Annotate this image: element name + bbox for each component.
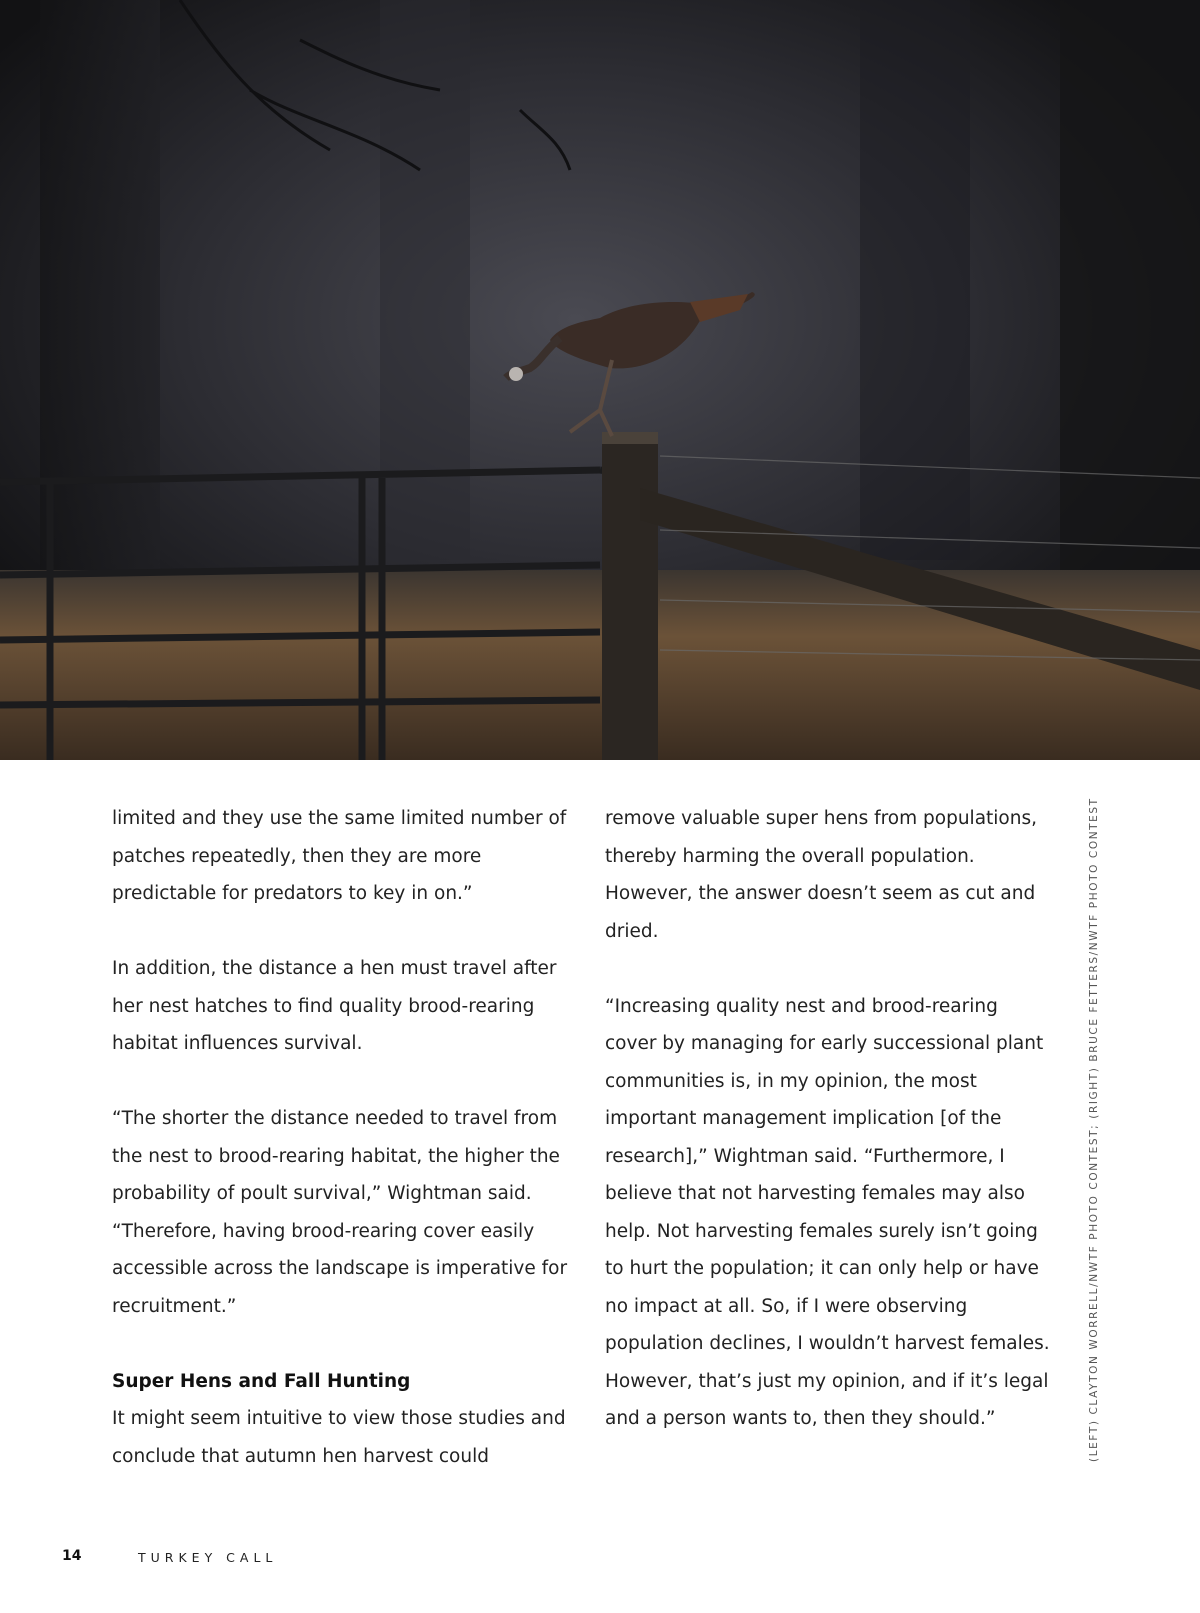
hero-photo bbox=[0, 0, 1200, 760]
paragraph: It might seem intuitive to view those studies and conclude that autumn hen harvest could bbox=[112, 1408, 566, 1467]
magazine-name: TURKEY CALL bbox=[138, 1550, 278, 1565]
page-number: 14 bbox=[62, 1548, 82, 1564]
paragraph: “The shorter the distance needed to travel from the nest to brood-rearing habitat, the higher the probability of poult survival,” Wightman said. “Therefore, having brood-rearing cover easily accessible across the landscape is imperative for recruitment.” bbox=[112, 1108, 568, 1317]
turkey-on-fence-photo bbox=[0, 0, 1200, 760]
section-heading: Super Hens and Fall Hunting bbox=[112, 1370, 411, 1392]
paragraph: remove valuable super hens from populations, thereby harming the overall population. However, the answer doesn’t seem as cut and dried. bbox=[605, 808, 1037, 942]
paragraph: “Increasing quality nest and brood-rearing cover by managing for early successional plant communities is, in my opinion, the most important management implication [of the research],” Wightman said. “Furthermore, I believe that not harvesting females may also help. Not harvesting females surely isn’t going to hurt the population; it can only help or have no impact at all. So, if I were observing population declines, I wouldn’t harvest females. However, that’s just my opinion, and if it’s legal and a person wants to, then they should.” bbox=[605, 995, 1050, 1429]
paragraph: In addition, the distance a hen must travel after her nest hatches to find quality brood-rearing habitat influences survival. bbox=[112, 958, 557, 1054]
photo-credit: (LEFT) CLAYTON WORRELL/NWTF PHOTO CONTEST; (RIGHT) BRUCE FETTERS/NWTF PHOTO CONTEST bbox=[1088, 797, 1100, 1462]
article-column-left bbox=[112, 800, 582, 1475]
paragraph: limited and they use the same limited number of patches repeatedly, then they are more predictable for predators to key in on.” bbox=[112, 808, 567, 904]
article-column-right bbox=[605, 800, 1055, 1438]
